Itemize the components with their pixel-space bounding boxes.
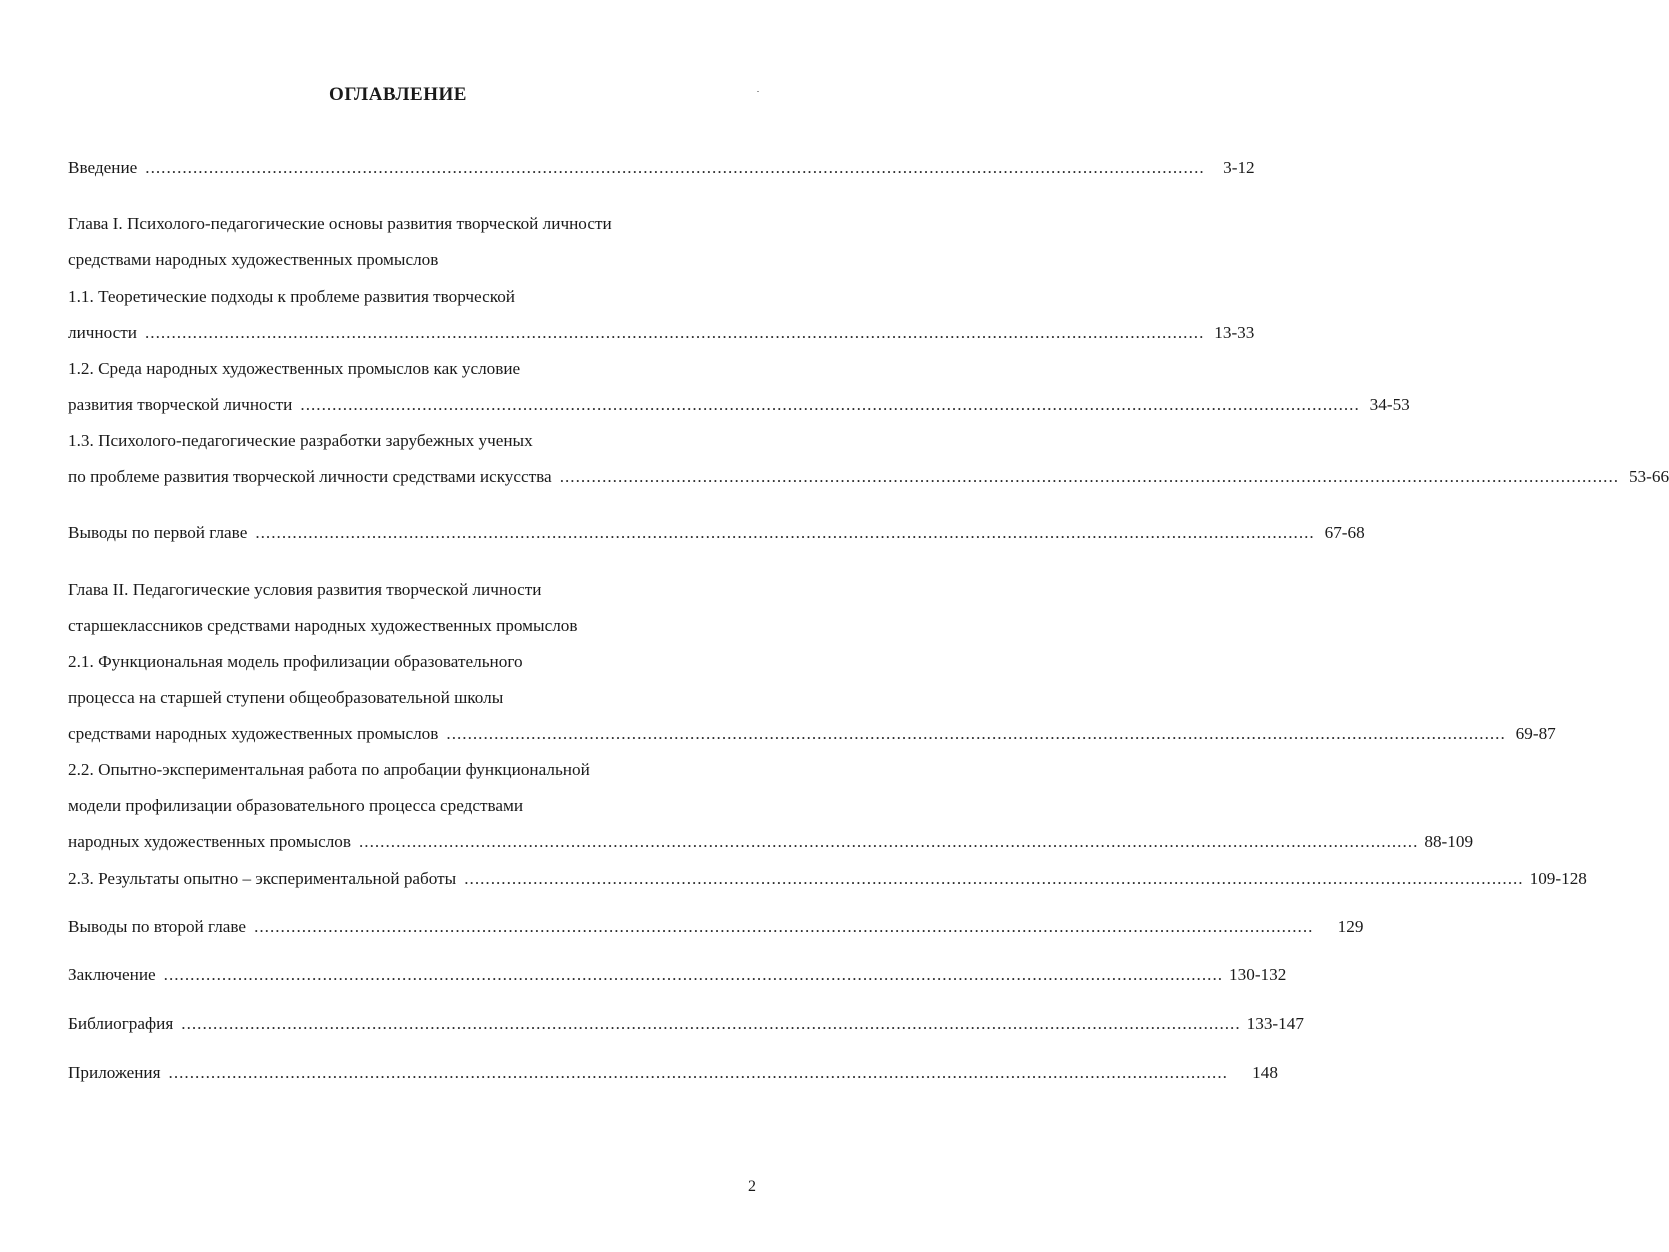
toc-entry-2-3 bbox=[68, 866, 1587, 892]
toc-entry-pages: 109-128 bbox=[1529, 869, 1587, 888]
toc-entry-introduction bbox=[68, 155, 1255, 181]
toc-entry-1-3-line-1: 1.3. Психолого-педагогические разработки зарубежных ученых bbox=[68, 431, 533, 450]
toc-entry-pages: 130-132 bbox=[1229, 965, 1287, 984]
toc-entry-bibliography bbox=[68, 1011, 1304, 1037]
toc-entry-label: Приложения bbox=[68, 1063, 161, 1082]
toc-entry-label: Выводы по второй главе bbox=[68, 917, 247, 936]
toc-entry-label: 2.3. Результаты опытно – экспериментальной работы bbox=[68, 869, 457, 888]
toc-entry-pages: 133-147 bbox=[1246, 1014, 1304, 1033]
dot-leader: ........................................................................................................................................................................................................ bbox=[168, 1063, 1228, 1082]
chapter-1-heading-line-1: Глава I. Психолого-педагогические основы развития творческой личности bbox=[68, 214, 612, 233]
toc-entry-2-1 bbox=[68, 721, 1556, 747]
dot-leader: ........................................................................................................................................................................................................ bbox=[464, 869, 1524, 888]
dot-leader: ........................................................................................................................................................................................................ bbox=[300, 395, 1360, 414]
toc-entry-pages: 67-68 bbox=[1324, 523, 1365, 542]
chapter-2-heading-line-2: старшеклассников средствами народных художественных промыслов bbox=[68, 616, 578, 635]
chapter-1-heading-line-2: средствами народных художественных промыслов bbox=[68, 250, 439, 269]
toc-entry-conclusions-1 bbox=[68, 520, 1365, 546]
dot-leader: ........................................................................................................................................................................................................ bbox=[358, 832, 1419, 851]
toc-entry-2-2 bbox=[68, 829, 1474, 855]
toc-entry-pages: 3-12 bbox=[1223, 158, 1255, 177]
toc-entry-pages: 129 bbox=[1337, 917, 1364, 936]
toc-entry-1-2-line-1: 1.2. Среда народных художественных промыслов как условие bbox=[68, 359, 521, 378]
toc-entry-appendices bbox=[68, 1060, 1278, 1086]
toc-entry-pages: 13-33 bbox=[1214, 323, 1255, 342]
dot-leader: ........................................................................................................................................................................................................ bbox=[255, 523, 1315, 542]
dot-leader: ........................................................................................................................................................................................................ bbox=[163, 965, 1224, 984]
dot-leader: ........................................................................................................................................................................................................ bbox=[559, 467, 1620, 486]
toc-entry-2-1-line-1: 2.1. Функциональная модель профилизации образовательного bbox=[68, 652, 523, 671]
toc-entry-label: развития творческой личности bbox=[68, 395, 293, 414]
toc-entry-pages: 69-87 bbox=[1515, 724, 1556, 743]
toc-entry-label: средствами народных художественных промыслов bbox=[68, 724, 439, 743]
toc-entry-label: народных художественных промыслов bbox=[68, 832, 351, 851]
toc-title: ОГЛАВЛЕНИЕ bbox=[329, 84, 467, 105]
toc-entry-label: по проблеме развития творческой личности средствами искусства bbox=[68, 467, 552, 486]
toc-entry-1-3 bbox=[68, 464, 1669, 490]
chapter-2-heading-line-1: Глава II. Педагогические условия развития творческой личности bbox=[68, 580, 542, 599]
page-number: 2 bbox=[748, 1178, 756, 1195]
toc-entry-pages: 34-53 bbox=[1369, 395, 1410, 414]
toc-entry-2-2-line-1: 2.2. Опытно-экспериментальная работа по апробации функциональной bbox=[68, 760, 590, 779]
toc-entry-2-1-line-2: процесса на старшей ступени общеобразовательной школы bbox=[68, 688, 504, 707]
toc-entry-label: Библиография bbox=[68, 1014, 174, 1033]
dot-leader: ........................................................................................................................................................................................................ bbox=[446, 724, 1506, 743]
toc-entry-conclusions-2 bbox=[68, 914, 1364, 940]
dot-leader: ........................................................................................................................................................................................................ bbox=[254, 917, 1314, 936]
toc-entry-label: личности bbox=[68, 323, 137, 342]
toc-entry-2-2-line-2: модели профилизации образовательного процесса средствами bbox=[68, 796, 524, 815]
toc-entry-label: Заключение bbox=[68, 965, 156, 984]
toc-entry-1-1 bbox=[68, 320, 1255, 346]
toc-entry-label: Введение bbox=[68, 158, 138, 177]
dot-leader: ........................................................................................................................................................................................................ bbox=[145, 158, 1205, 177]
toc-entry-label: Выводы по первой главе bbox=[68, 523, 248, 542]
toc-entry-conclusion bbox=[68, 962, 1287, 988]
toc-entry-1-2 bbox=[68, 392, 1410, 418]
toc-entry-pages: 88-109 bbox=[1424, 832, 1474, 851]
dot-leader: ........................................................................................................................................................................................................ bbox=[181, 1014, 1241, 1033]
toc-entry-pages: 148 bbox=[1252, 1063, 1278, 1082]
toc-entry-1-1-line-1: 1.1. Теоретические подходы к проблеме развития творческой bbox=[68, 287, 516, 306]
dot-leader: ........................................................................................................................................................................................................ bbox=[144, 323, 1205, 342]
toc-entry-pages: 53-66 bbox=[1628, 467, 1669, 486]
